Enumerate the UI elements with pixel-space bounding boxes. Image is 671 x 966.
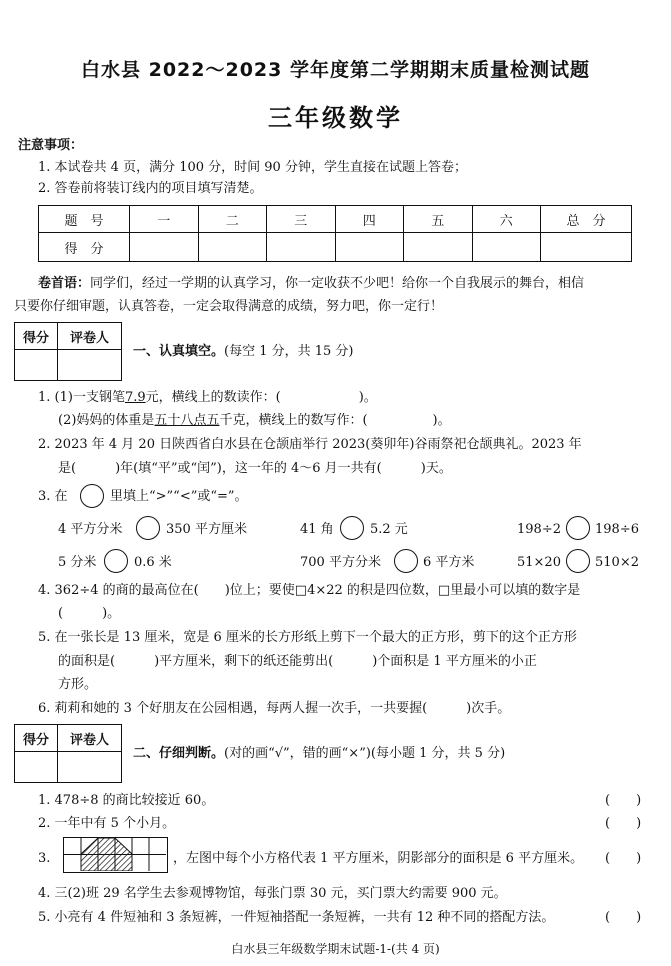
question-5-line-2: 的面积是( )平方厘米，剩下的纸还能剪出( )个面积是 1 平方厘米的小正	[58, 654, 537, 669]
answer-bracket[interactable]: ( )	[605, 793, 642, 808]
score-header-cell: 三	[267, 206, 336, 233]
note-item-1: 1. 本试卷共 4 页，满分 100 分，时间 90 分钟，学生直接在试题上答卷；	[38, 160, 467, 175]
score-header-cell: 题 号	[39, 206, 130, 233]
compare-left: 198÷2	[517, 522, 561, 537]
question-1a: 1. (1)一支钢笔7.9元，横线上的数读作：( )。	[38, 390, 377, 405]
grid-figure	[63, 837, 168, 873]
answer-circle[interactable]	[566, 516, 590, 540]
score-header-cell: 一	[130, 206, 199, 233]
compare-right: 6 平方米	[423, 555, 475, 570]
answer-circle[interactable]	[394, 549, 418, 573]
grader-score-cell[interactable]	[15, 350, 58, 381]
preface-text: 同学们，经过一学期的认真学习，你一定收获不少吧！给你一个自我展示的舞台，相信	[90, 276, 585, 291]
grader-box-1	[14, 322, 122, 381]
question-2-line-1: 2. 2023 年 4 月 20 日陕西省白水县在仓颉庙举行 2023(葵卯年)谷雨祭祀仓颉典礼。2023 年	[38, 437, 582, 452]
compare-right: 0.6 米	[134, 555, 172, 570]
score-cell[interactable]	[198, 233, 267, 262]
preface-line-2: 只要你仔细审题，认真答卷，一定会取得满意的成绩，努力吧，你一定行！	[14, 299, 444, 314]
compare-right: 198÷6	[595, 522, 639, 537]
section2-note: (对的画“√”，错的画“×”)(每小题 1 分，共 5 分)	[224, 746, 506, 761]
judge-item-5: 5. 小亮有 4 件短袖和 3 条短裤，一件短袖搭配一条短裤，一共有 12 种不同的搭配方法。	[38, 910, 555, 925]
score-header-cell: 总 分	[541, 206, 632, 233]
note-item-2: 2. 答卷前将装订线内的项目填写清楚。	[38, 181, 263, 196]
grader-name-label: 评卷人	[58, 323, 122, 350]
answer-circle[interactable]	[566, 549, 590, 573]
score-cell[interactable]	[267, 233, 336, 262]
score-table	[38, 205, 632, 262]
judge-item-1: 1. 478÷8 的商比较接近 60。	[38, 793, 215, 808]
question-3-post: 里填上“>”“<”或“=”。	[110, 489, 248, 504]
section2-title: 二、仔细判断。	[133, 746, 225, 761]
question-3-pre: 3. 在	[38, 489, 68, 504]
score-cell[interactable]	[541, 233, 632, 262]
grader-name-cell[interactable]	[58, 752, 122, 783]
section1-title: 一、认真填空。	[133, 344, 225, 359]
question-1b: (2)妈妈的体重是五十八点五千克，横线上的数写作：( )。	[58, 413, 451, 428]
compare-left: 5 分米	[58, 555, 97, 570]
question-2-line-2: 是( )年(填“平”或“闰”)，这一年的 4～6 月一共有( )天。	[58, 461, 452, 476]
grader-name-label: 评卷人	[58, 725, 122, 752]
grader-box-2	[14, 724, 122, 783]
question-4-line-1: 4. 362÷4 的商的最高位在( )位上；要使□4×22 的积是四位数，□里最小可以填的数字是	[38, 583, 581, 598]
compare-left: 51×20	[517, 555, 561, 570]
judge-item-3-number: 3.	[38, 851, 51, 866]
underlined-number: 7.9	[124, 390, 146, 405]
score-cell[interactable]	[335, 233, 404, 262]
question-5-line-1: 5. 在一张长是 13 厘米，宽是 6 厘米的长方形纸上剪下一个最大的正方形，剪下的这个正方形	[38, 630, 577, 645]
answer-circle[interactable]	[136, 516, 160, 540]
score-cell[interactable]	[472, 233, 541, 262]
grader-score-label: 得分	[15, 725, 58, 752]
section1-heading	[133, 344, 354, 360]
answer-circle[interactable]	[340, 516, 364, 540]
grader-score-cell[interactable]	[15, 752, 58, 783]
subject-title: 三年级数学	[268, 104, 403, 132]
judge-item-4: 4. 三(2)班 29 名学生去参观博物馆，每张门票 30 元，买门票大约需要 900 元。	[38, 886, 507, 901]
grader-score-label: 得分	[15, 323, 58, 350]
score-header-cell: 六	[472, 206, 541, 233]
score-cell[interactable]	[404, 233, 473, 262]
page-footer: 白水县三年级数学期末试题-1-(共 4 页)	[231, 942, 440, 956]
compare-left: 41 角	[300, 522, 334, 537]
question-6: 6. 莉莉和她的 3 个好朋友在公园相遇，每两人握一次手，一共要握( )次手。	[38, 701, 511, 716]
section2-heading	[133, 746, 505, 762]
score-header-cell: 二	[198, 206, 267, 233]
answer-circle[interactable]	[104, 549, 128, 573]
preface-label: 卷首语：	[38, 276, 91, 291]
compare-right: 5.2 元	[370, 522, 408, 537]
notes-heading: 注意事项：	[18, 138, 84, 153]
underlined-number: 五十八点五	[154, 413, 220, 428]
answer-circle[interactable]	[80, 484, 104, 508]
preface-line-1	[38, 276, 584, 292]
exam-title: 白水县 2022～2023 学年度第二学期期末质量检测试题	[81, 59, 590, 81]
judge-item-3: ，左图中每个小方格代表 1 平方厘米，阴影部分的面积是 6 平方厘米。	[173, 851, 584, 866]
compare-left: 4 平方分米	[58, 522, 123, 537]
score-header-cell: 五	[404, 206, 473, 233]
compare-right: 510×2	[595, 555, 639, 570]
compare-left: 700 平方分米	[300, 555, 381, 570]
question-4-line-2: ( )。	[58, 606, 121, 621]
grader-name-cell[interactable]	[58, 350, 122, 381]
section1-note: (每空 1 分，共 15 分)	[224, 344, 354, 359]
answer-bracket[interactable]: ( )	[605, 816, 642, 831]
shaded-grid-figure	[64, 838, 166, 871]
score-header-cell: 四	[335, 206, 404, 233]
answer-bracket[interactable]: ( )	[605, 910, 642, 925]
question-5-line-3: 方形。	[58, 677, 98, 692]
judge-item-2: 2. 一年中有 5 个小月。	[38, 816, 176, 831]
score-row-label: 得 分	[39, 233, 130, 262]
score-cell[interactable]	[130, 233, 199, 262]
answer-bracket[interactable]: ( )	[605, 851, 642, 866]
compare-right: 350 平方厘米	[166, 522, 247, 537]
